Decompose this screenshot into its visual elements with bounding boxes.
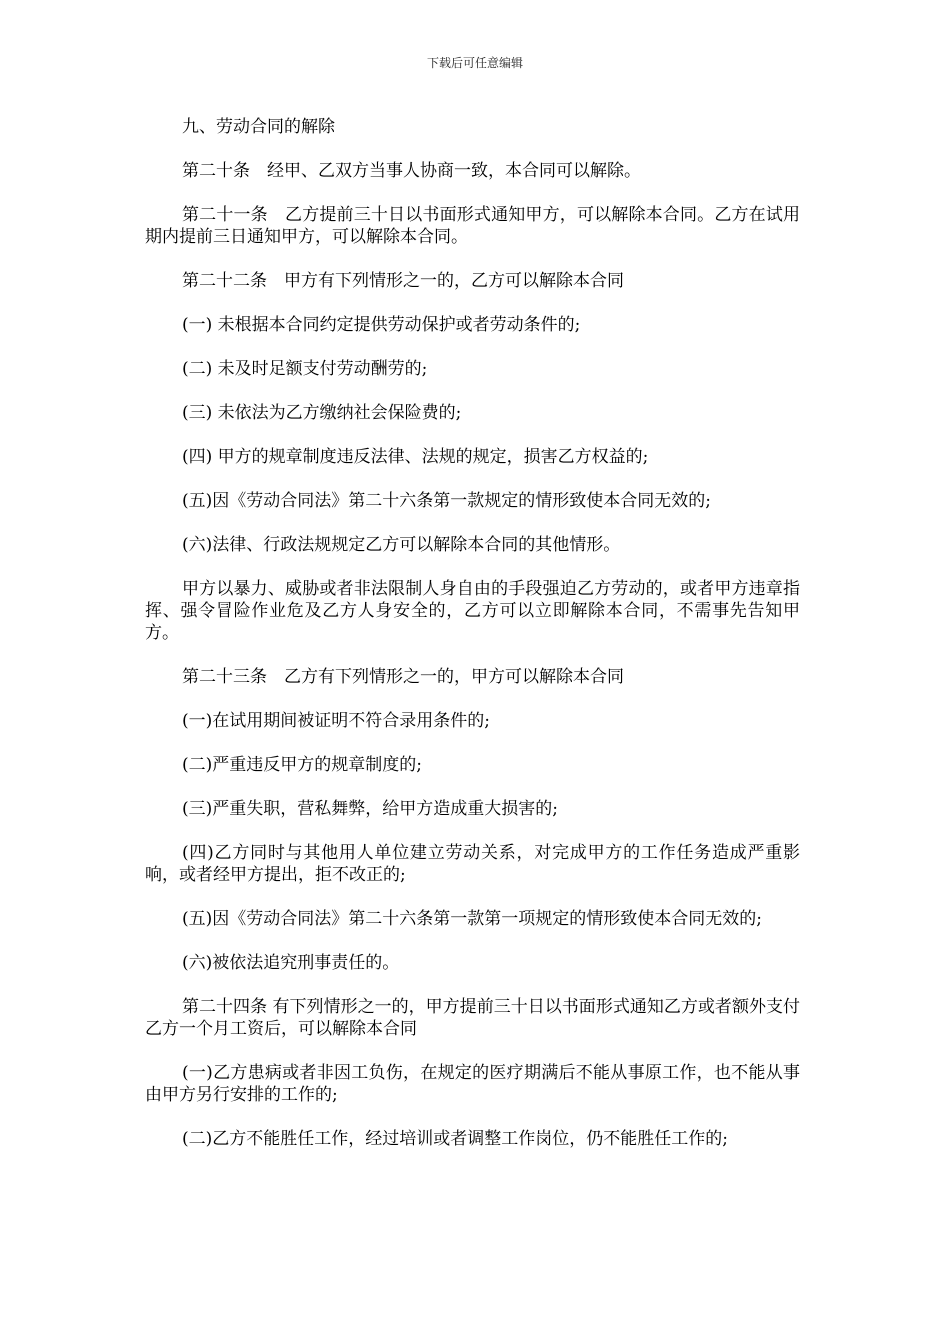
article-23-item-3: (三)严重失职，营私舞弊，给甲方造成重大损害的; xyxy=(182,799,558,819)
article-22-item-1: (一) 未根据本合同约定提供劳动保护或者劳动条件的; xyxy=(182,315,581,335)
article-23-item-4: (四)乙方同时与其他用人单位建立劳动关系，对完成甲方的工作任务造成严重影响，或者经甲方提出，拒不改正的; xyxy=(145,843,800,885)
article-23-item-1: (一)在试用期间被证明不符合录用条件的; xyxy=(182,711,490,731)
article-24: 第二十四条 有下列情形之一的，甲方提前三十日以书面形式通知乙方或者额外支付乙方一个月工资后，可以解除本合同 xyxy=(145,997,800,1039)
article-22-item-2: (二) 未及时足额支付劳动酬劳的; xyxy=(182,359,428,379)
section-heading: 九、劳动合同的解除 xyxy=(182,117,335,137)
page-header: 下载后可任意编辑 xyxy=(426,56,523,70)
document-body xyxy=(145,116,800,1172)
article-23-item-2: (二)严重违反甲方的规章制度的; xyxy=(182,755,422,775)
article-23-item-5: (五)因《劳动合同法》第二十六条第一款第一项规定的情形致使本合同无效的; xyxy=(182,909,762,929)
article-21: 第二十一条 乙方提前三十日以书面形式通知甲方，可以解除本合同。乙方在试用期内提前三日通知甲方，可以解除本合同。 xyxy=(145,205,800,247)
article-22: 第二十二条 甲方有下列情形之一的，乙方可以解除本合同 xyxy=(182,271,624,291)
article-24-item-2: (二)乙方不能胜任工作，经过培训或者调整工作岗位，仍不能胜任工作的; xyxy=(182,1129,728,1149)
article-22-item-5: (五)因《劳动合同法》第二十六条第一款规定的情形致使本合同无效的; xyxy=(182,491,711,511)
article-23-item-6: (六)被依法追究刑事责任的。 xyxy=(182,953,400,973)
article-22-item-3: (三) 未依法为乙方缴纳社会保险费的; xyxy=(182,403,462,423)
article-22-item-4: (四) 甲方的规章制度违反法律、法规的规定，损害乙方权益的; xyxy=(182,447,649,467)
article-20: 第二十条 经甲、乙双方当事人协商一致，本合同可以解除。 xyxy=(182,161,641,181)
article-23: 第二十三条 乙方有下列情形之一的，甲方可以解除本合同 xyxy=(182,667,624,687)
article-22-item-6: (六)法律、行政法规规定乙方可以解除本合同的其他情形。 xyxy=(182,535,621,555)
article-22-note: 甲方以暴力、威胁或者非法限制人身自由的手段强迫乙方劳动的，或者甲方违章指挥、强令冒险作业危及乙方人身安全的，乙方可以立即解除本合同，不需事先告知甲方。 xyxy=(145,579,800,643)
article-24-item-1: (一)乙方患病或者非因工负伤，在规定的医疗期满后不能从事原工作，也不能从事由甲方另行安排的工作的; xyxy=(145,1063,800,1105)
